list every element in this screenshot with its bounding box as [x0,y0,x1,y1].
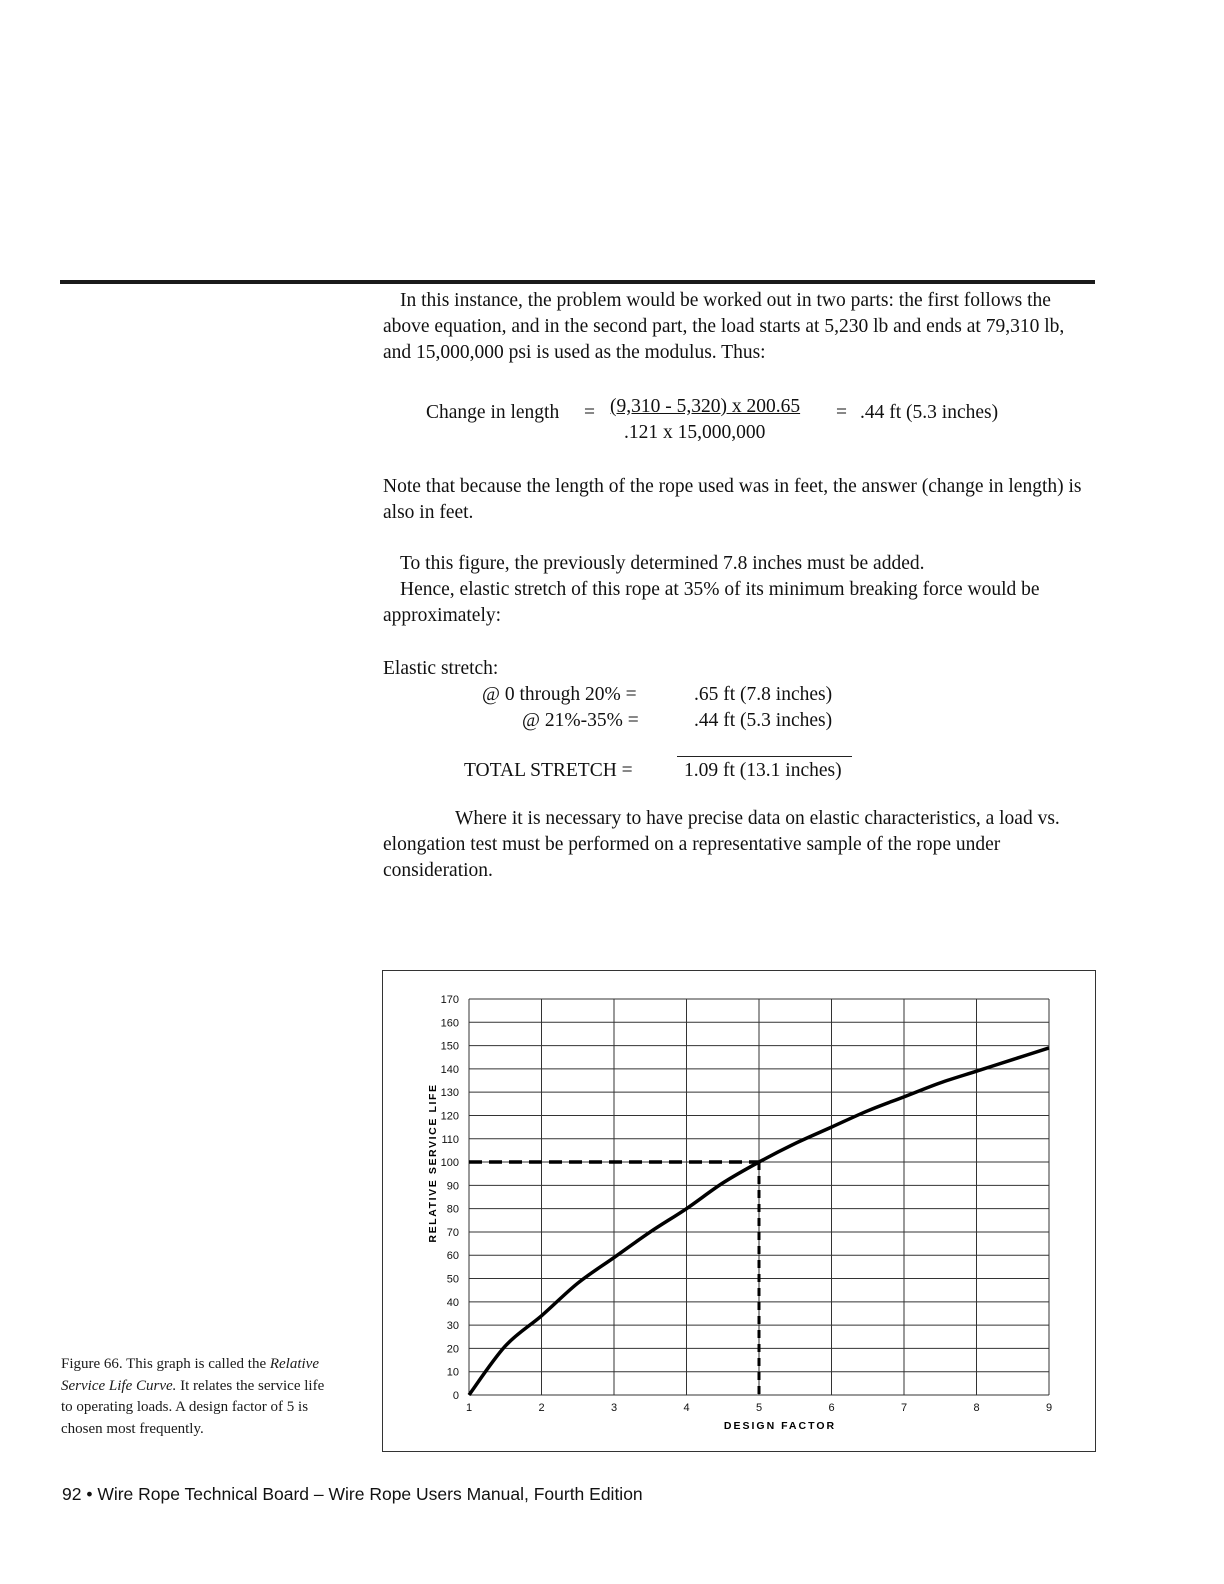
y-tick-label: 90 [446,1180,459,1193]
x-tick-label: 2 [538,1402,545,1414]
paragraph-intro: In this instance, the problem would be worked out in two parts: the first follows the above equation, and in the second part, the load starts at 5,230 lb and ends at 79,310 lb, and 15,000,000 psi is used as the modulus. Thus: [383,290,1065,363]
y-tick-label: 140 [440,1063,459,1076]
y-tick-label: 70 [446,1226,459,1239]
y-tick-label: 30 [446,1320,459,1333]
x-axis-label: DESIGN FACTOR [723,1420,837,1432]
y-tick-label: 150 [440,1040,459,1053]
equation-equals-sign-result: = [836,402,847,423]
x-tick-label: 9 [1045,1402,1053,1414]
x-tick-label: 6 [828,1402,835,1414]
page-footer: 92 • Wire Rope Technical Board – Wire Rope Users Manual, Fourth Edition [62,1484,643,1504]
stretch-row1-value: .65 ft (7.8 inches) [694,684,833,705]
stretch-heading: Elastic stretch: [383,658,499,679]
y-tick-label: 40 [446,1296,459,1309]
equation-denominator: .121 x 15,000,000 [624,422,766,443]
x-tick-label: 5 [755,1402,763,1414]
equation-label: Change in length [426,402,560,423]
paragraph-precise-data: Where it is necessary to have precise data on elastic characteristics, a load vs. elongation test must be performed on a representative sample of the rope under consideration. [383,808,1060,881]
y-tick-label: 160 [440,1017,459,1030]
y-axis-label: RELATIVE SERVICE LIFE [427,1083,439,1243]
stretch-row2-label: @ 21%-35% = [522,710,639,731]
y-tick-label: 170 [440,994,459,1006]
equation-result: .44 ft (5.3 inches) [860,402,999,423]
y-tick-label: 60 [446,1250,459,1263]
y-tick-label: 10 [446,1366,459,1379]
x-tick-label: 8 [973,1402,980,1414]
equation-equals-sign: = [584,402,595,423]
stretch-row1-label: @ 0 through 20% = [482,684,637,705]
total-stretch-value: 1.09 ft (13.1 inches) [684,760,842,781]
y-tick-label: 50 [446,1273,459,1286]
y-tick-label: 120 [440,1110,459,1123]
total-stretch-label: TOTAL STRETCH = [464,760,633,781]
paragraph-hence: Hence, elastic stretch of this rope at 35% of its minimum breaking force would be approximately: [383,579,1040,626]
x-tick-label: 4 [683,1402,690,1414]
paragraph-added: To this figure, the previously determined 7.8 inches must be added. [400,553,925,574]
paragraph-note: Note that because the length of the rope used was in feet, the answer (change in length) is also in feet. [383,476,1082,523]
equation-numerator: (9,310 - 5,320) x 200.65 [610,396,801,417]
y-tick-label: 110 [441,1133,459,1146]
caption-title: Relative Service Life Curve. [61,1356,319,1394]
x-tick-label: 7 [900,1402,908,1414]
y-tick-label: 0 [452,1390,459,1402]
stretch-row2-value: .44 ft (5.3 inches) [694,710,833,731]
x-tick-label: 3 [610,1402,618,1414]
caption-suffix: It relates the service life to operating loads. A design factor of 5 is chosen most frequently. [61,1377,325,1437]
y-tick-label: 20 [446,1343,459,1356]
x-tick-label: 1 [465,1402,473,1414]
caption-prefix: Figure 66. This graph is called the [61,1356,267,1372]
y-tick-label: 80 [446,1203,459,1216]
y-tick-label: 130 [440,1087,459,1100]
y-tick-label: 100 [440,1157,459,1170]
